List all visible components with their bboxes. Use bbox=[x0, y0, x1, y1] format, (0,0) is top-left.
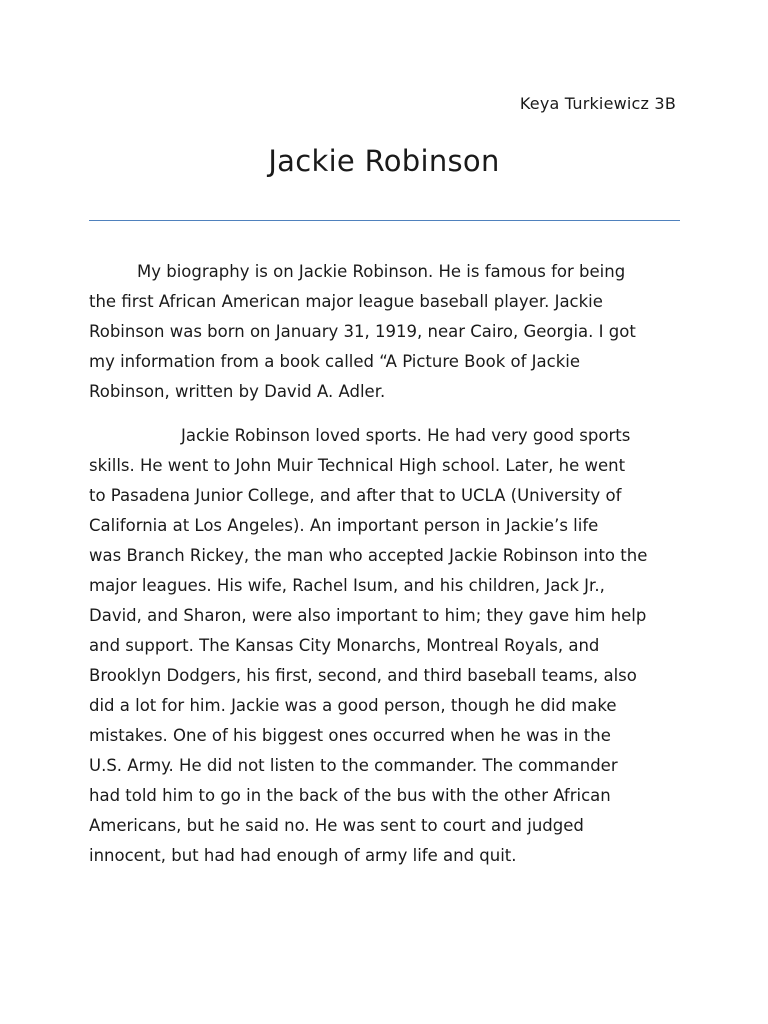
paragraph-line: was Branch Rickey, the man who accepted Jackie Robinson into the bbox=[89, 546, 648, 565]
page-title: Jackie Robinson bbox=[268, 144, 500, 178]
paragraph-line: and support. The Kansas City Monarchs, Montreal Royals, and bbox=[89, 636, 600, 655]
paragraph-1 bbox=[89, 257, 684, 407]
paragraph-line: to Pasadena Junior College, and after that to UCLA (University of bbox=[89, 486, 622, 505]
author-line: Keya Turkiewicz 3B bbox=[519, 94, 676, 113]
title-divider bbox=[89, 220, 680, 221]
paragraph-line: California at Los Angeles). An important person in Jackie’s life bbox=[89, 516, 599, 535]
paragraph-line: the first African American major league baseball player. Jackie bbox=[89, 292, 603, 311]
paragraph-line: David, and Sharon, were also important to him; they gave him help bbox=[89, 606, 647, 625]
paragraph-line: Robinson, written by David A. Adler. bbox=[89, 382, 386, 401]
paragraph-line: My biography is on Jackie Robinson. He is famous for being bbox=[137, 262, 626, 281]
paragraph-line: had told him to go in the back of the bus with the other African bbox=[89, 786, 611, 805]
paragraph-line: my information from a book called “A Picture Book of Jackie bbox=[89, 352, 580, 371]
paragraph-line: skills. He went to John Muir Technical High school. Later, he went bbox=[89, 456, 626, 475]
paragraph-line: innocent, but had had enough of army life and quit. bbox=[89, 846, 517, 865]
paragraph-2 bbox=[89, 421, 684, 871]
paragraph-line: did a lot for him. Jackie was a good person, though he did make bbox=[89, 696, 617, 715]
paragraph-line: mistakes. One of his biggest ones occurred when he was in the bbox=[89, 726, 611, 745]
paragraph-line: Americans, but he said no. He was sent to court and judged bbox=[89, 816, 584, 835]
paragraph-line: Brooklyn Dodgers, his first, second, and third baseball teams, also bbox=[89, 666, 637, 685]
paragraph-line: U.S. Army. He did not listen to the commander. The commander bbox=[89, 756, 618, 775]
paragraph-line: major leagues. His wife, Rachel Isum, and his children, Jack Jr., bbox=[89, 576, 605, 595]
paragraph-line: Robinson was born on January 31, 1919, near Cairo, Georgia. I got bbox=[89, 322, 636, 341]
paragraph-line: Jackie Robinson loved sports. He had very good sports bbox=[181, 426, 631, 445]
